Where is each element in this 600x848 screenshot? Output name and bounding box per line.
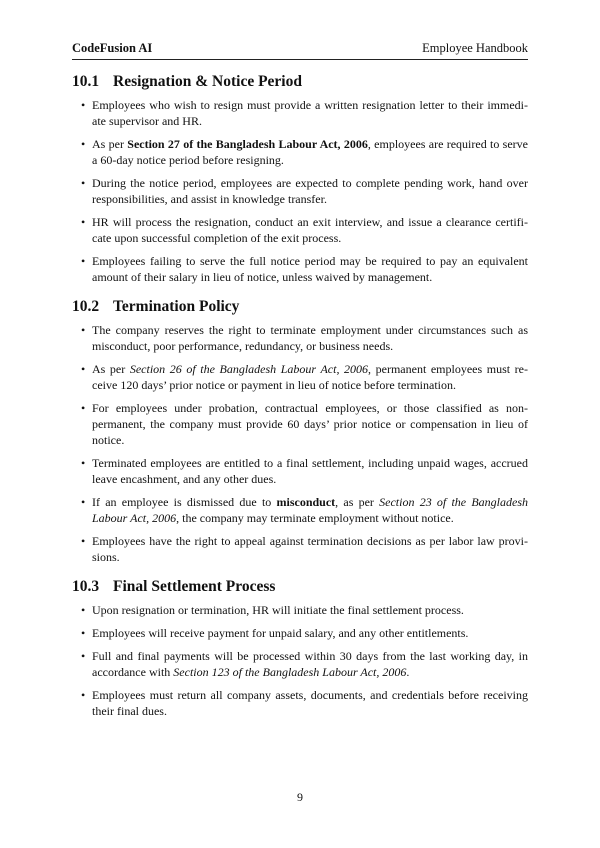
italic-text: Section 26 of the Bangladesh Labour Act, 2006	[129, 362, 369, 376]
section-number: 10.3	[72, 578, 100, 595]
section-termination	[72, 297, 528, 565]
bold-text: misconduct	[276, 495, 336, 509]
bullet-item	[72, 214, 528, 246]
text-run: For employees under probation, contractual employees, or those classified as non-permanent, the company must provide 60 days’ prior notice or compensation in lieu of notice.	[92, 401, 528, 447]
bullet-item	[72, 97, 528, 129]
page-number: 9	[297, 790, 303, 804]
text-run: As per	[92, 362, 130, 376]
bullet-item	[72, 625, 528, 641]
bullet-item	[72, 136, 528, 168]
italic-text: Section 23 of the Bangladesh Labour Act, 2006	[92, 495, 529, 525]
text-run: During the notice period, employees are expected to complete pending work, hand over responsibilities, and assist in knowledge transfer.	[92, 176, 528, 206]
section-title: Resignation & Notice Period	[113, 73, 302, 90]
text-run: HR will process the resignation, conduct an exit interview, and issue a clearance certifi-cate upon successful completion of the exit process.	[92, 215, 528, 245]
bullet-item	[72, 494, 528, 526]
italic-text: Section 123 of the Bangladesh Labour Act, 2006	[173, 665, 407, 679]
bullet-item	[72, 687, 528, 719]
section-number: 10.2	[72, 298, 100, 315]
company-name: CodeFusion AI	[72, 41, 153, 55]
section-number: 10.1	[72, 73, 100, 90]
bullet-item	[72, 175, 528, 207]
text-run: Employees have the right to appeal against termination decisions as per labor law provi-sions.	[92, 534, 528, 564]
bullet-list	[72, 602, 528, 719]
bullet-item	[72, 253, 528, 285]
section-title: Final Settlement Process	[113, 578, 276, 595]
section-title: Termination Policy	[113, 298, 240, 315]
bullet-item	[72, 533, 528, 565]
section-heading	[72, 297, 528, 317]
bullet-item	[72, 455, 528, 487]
section-resignation	[72, 72, 528, 285]
text-run: Employees failing to serve the full notice period may be required to pay an equivalent amount of their salary in lieu of notice, unless waived by management.	[92, 254, 528, 284]
text-run: , employees are required to serve a 60-day notice period before resigning.	[92, 137, 528, 167]
bold-text: Section 27 of the Bangladesh Labour Act, 2006	[127, 137, 368, 151]
text-run: If an employee is dismissed due to	[92, 495, 277, 509]
page-content	[72, 72, 528, 726]
bullet-item	[72, 361, 528, 393]
text-run: Employees will receive payment for unpaid salary, and any other entitlements.	[92, 626, 469, 640]
page-footer	[0, 790, 600, 805]
text-run: , permanent employees must re-ceive 120 days’ prior notice or payment in lieu of notice before termination.	[92, 362, 529, 392]
bullet-item	[72, 602, 528, 618]
text-run: The company reserves the right to terminate employment under circumstances such as misconduct, poor performance, redundancy, or business needs.	[92, 323, 528, 353]
text-run: , the company may terminate employment without notice.	[176, 511, 454, 525]
section-heading	[72, 72, 528, 92]
bullet-item	[72, 648, 528, 680]
text-run: As per	[92, 137, 128, 151]
bullet-item	[72, 400, 528, 448]
text-run: Employees must return all company assets, documents, and credentials before receiving their final dues.	[92, 688, 528, 718]
document-title: Employee Handbook	[422, 41, 528, 55]
section-heading	[72, 577, 528, 597]
bullet-item	[72, 322, 528, 354]
bullet-list	[72, 97, 528, 285]
section-final-settlement	[72, 577, 528, 719]
text-run: Full and final payments will be processed within 30 days from the last working day, in accordance with	[92, 649, 528, 679]
text-run: Upon resignation or termination, HR will initiate the final settlement process.	[92, 603, 464, 617]
text-run: , as per	[335, 495, 380, 509]
bullet-list	[72, 322, 528, 565]
text-run: Employees who wish to resign must provide a written resignation letter to their immedi-ate supervisor and HR.	[92, 98, 528, 128]
text-run: Terminated employees are entitled to a final settlement, including unpaid wages, accrued leave encashment, and any other dues.	[92, 456, 528, 486]
page-header	[72, 36, 528, 60]
text-run: .	[406, 665, 410, 679]
